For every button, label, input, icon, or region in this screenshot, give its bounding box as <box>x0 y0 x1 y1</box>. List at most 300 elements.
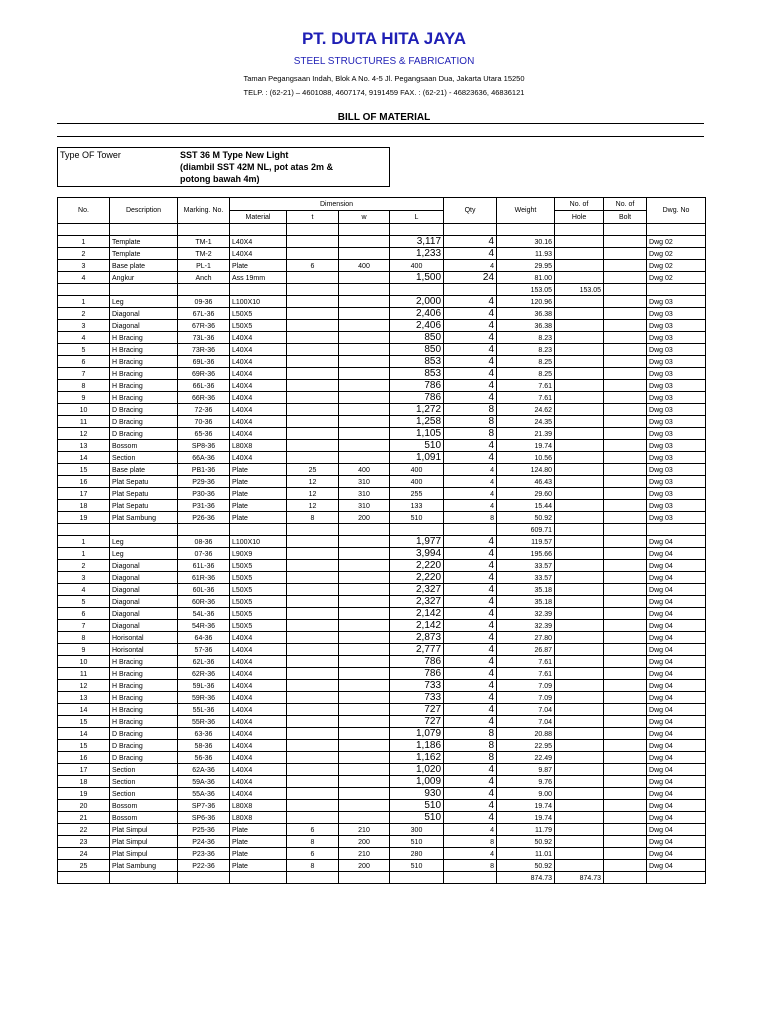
cell-w <box>339 680 390 692</box>
cell-no: 11 <box>58 668 110 680</box>
cell-bolt <box>604 776 647 788</box>
cell-length: 2,220 <box>390 560 444 572</box>
cell-weight: 24.35 <box>497 416 555 428</box>
cell-w <box>339 644 390 656</box>
cell-marking: 73L-36 <box>178 332 230 344</box>
cell-t <box>287 284 339 296</box>
cell-description: Diagonal <box>110 584 178 596</box>
cell-hole <box>555 344 604 356</box>
cell-description: D Bracing <box>110 416 178 428</box>
cell-bolt <box>604 668 647 680</box>
cell-description: Horisontal <box>110 632 178 644</box>
table-row <box>58 392 706 404</box>
table-row <box>58 668 706 680</box>
cell-material: L80X8 <box>230 440 287 452</box>
cell-t <box>287 524 339 536</box>
cell-qty: 4 <box>444 392 497 404</box>
cell-weight: 11.93 <box>497 248 555 260</box>
col-no: No. <box>58 198 110 224</box>
cell-dwg: Dwg 04 <box>647 692 706 704</box>
cell-dwg: Dwg 03 <box>647 500 706 512</box>
cell-qty: 8 <box>444 860 497 872</box>
cell-no: 13 <box>58 440 110 452</box>
cell-marking: 59A-36 <box>178 776 230 788</box>
cell-qty: 4 <box>444 488 497 500</box>
cell-hole <box>555 476 604 488</box>
cell-material: L40X4 <box>230 416 287 428</box>
cell-marking: P22-36 <box>178 860 230 872</box>
cell-dwg: Dwg 03 <box>647 368 706 380</box>
cell-description: D Bracing <box>110 428 178 440</box>
cell-t <box>287 416 339 428</box>
cell-marking: 66L-36 <box>178 380 230 392</box>
cell-dwg: Dwg 04 <box>647 668 706 680</box>
cell-description: Plat Sambung <box>110 860 178 872</box>
cell-qty: 4 <box>444 560 497 572</box>
cell-dwg: Dwg 03 <box>647 428 706 440</box>
cell-w <box>339 740 390 752</box>
cell-hole <box>555 536 604 548</box>
cell-qty: 4 <box>444 344 497 356</box>
cell-hole <box>555 668 604 680</box>
cell-weight: 22.49 <box>497 752 555 764</box>
cell-marking <box>178 284 230 296</box>
cell-marking: 54R-36 <box>178 620 230 632</box>
table-row <box>58 656 706 668</box>
cell-w <box>339 560 390 572</box>
cell-hole <box>555 596 604 608</box>
cell-weight: 24.62 <box>497 404 555 416</box>
cell-no: 14 <box>58 452 110 464</box>
cell-description: Horisontal <box>110 644 178 656</box>
title-underline <box>57 123 704 124</box>
cell-no: 21 <box>58 812 110 824</box>
table-row <box>58 428 706 440</box>
cell-bolt <box>604 332 647 344</box>
cell-description: Bossom <box>110 440 178 452</box>
cell-qty: 4 <box>444 824 497 836</box>
cell-bolt <box>604 536 647 548</box>
cell-bolt <box>604 788 647 800</box>
cell-description: Diagonal <box>110 560 178 572</box>
cell-weight: 20.88 <box>497 728 555 740</box>
cell-t: 6 <box>287 848 339 860</box>
cell-no: 1 <box>58 548 110 560</box>
col-hole-1: No. of <box>555 198 604 211</box>
cell-dwg: Dwg 03 <box>647 452 706 464</box>
cell-hole: 153.05 <box>555 284 604 296</box>
cell-length <box>390 224 444 236</box>
cell-no: 23 <box>58 836 110 848</box>
cell-length: 2,327 <box>390 596 444 608</box>
table-row <box>58 692 706 704</box>
cell-bolt <box>604 560 647 572</box>
cell-material: L40X4 <box>230 680 287 692</box>
cell-qty: 4 <box>444 680 497 692</box>
cell-no: 15 <box>58 716 110 728</box>
cell-material: L50X5 <box>230 608 287 620</box>
cell-w <box>339 656 390 668</box>
cell-qty: 4 <box>444 848 497 860</box>
cell-marking: 60R-36 <box>178 596 230 608</box>
cell-weight: 21.39 <box>497 428 555 440</box>
cell-qty: 4 <box>444 320 497 332</box>
cell-hole <box>555 368 604 380</box>
cell-weight: 19.74 <box>497 440 555 452</box>
cell-dwg: Dwg 04 <box>647 800 706 812</box>
cell-w <box>339 572 390 584</box>
cell-weight: 15.44 <box>497 500 555 512</box>
cell-no: 15 <box>58 464 110 476</box>
cell-material: Plate <box>230 464 287 476</box>
cell-weight: 10.56 <box>497 452 555 464</box>
cell-bolt <box>604 224 647 236</box>
cell-dwg: Dwg 02 <box>647 272 706 284</box>
cell-weight: 36.38 <box>497 308 555 320</box>
cell-material: L40X4 <box>230 236 287 248</box>
cell-hole <box>555 500 604 512</box>
cell-material: L40X4 <box>230 752 287 764</box>
table-row <box>58 536 706 548</box>
cell-bolt <box>604 404 647 416</box>
cell-marking: 09-36 <box>178 296 230 308</box>
cell-t <box>287 632 339 644</box>
cell-hole <box>555 848 604 860</box>
cell-bolt <box>604 740 647 752</box>
cell-description: H Bracing <box>110 680 178 692</box>
cell-length: 2,142 <box>390 608 444 620</box>
cell-marking: 67L-36 <box>178 308 230 320</box>
cell-hole <box>555 548 604 560</box>
cell-dwg: Dwg 04 <box>647 704 706 716</box>
table-row <box>58 548 706 560</box>
table-row <box>58 440 706 452</box>
cell-material: L40X4 <box>230 344 287 356</box>
cell-qty: 4 <box>444 584 497 596</box>
cell-marking: 69L-36 <box>178 356 230 368</box>
col-qty: Qty <box>444 198 497 224</box>
cell-marking: 60L-36 <box>178 584 230 596</box>
cell-length: 510 <box>390 800 444 812</box>
cell-marking: P25-36 <box>178 824 230 836</box>
cell-no: 4 <box>58 584 110 596</box>
cell-qty: 4 <box>444 776 497 788</box>
cell-w: 400 <box>339 464 390 476</box>
document-title: BILL OF MATERIAL <box>337 112 431 123</box>
cell-w <box>339 764 390 776</box>
cell-w <box>339 668 390 680</box>
cell-material: L50X5 <box>230 572 287 584</box>
cell-bolt <box>604 692 647 704</box>
cell-qty: 4 <box>444 548 497 560</box>
cell-bolt <box>604 680 647 692</box>
cell-weight: 81.00 <box>497 272 555 284</box>
cell-qty: 4 <box>444 632 497 644</box>
cell-marking: 69R-36 <box>178 368 230 380</box>
cell-length: 1,020 <box>390 764 444 776</box>
cell-marking: 57-36 <box>178 644 230 656</box>
cell-marking: 55L-36 <box>178 704 230 716</box>
cell-no: 2 <box>58 560 110 572</box>
cell-hole <box>555 428 604 440</box>
table-row <box>58 764 706 776</box>
cell-marking: 61L-36 <box>178 560 230 572</box>
cell-material: L40X4 <box>230 452 287 464</box>
cell-hole <box>555 248 604 260</box>
table-row <box>58 644 706 656</box>
cell-material <box>230 872 287 884</box>
cell-description: H Bracing <box>110 668 178 680</box>
cell-marking: 07-36 <box>178 548 230 560</box>
cell-description: Plat Simpul <box>110 848 178 860</box>
cell-w: 210 <box>339 824 390 836</box>
cell-description: D Bracing <box>110 728 178 740</box>
cell-weight <box>497 224 555 236</box>
company-phone: TELP. : (62-21) – 4601088, 4607174, 9191459 FAX. : (62-21) - 46823636, 46836121 <box>243 88 525 97</box>
cell-w <box>339 380 390 392</box>
cell-no: 12 <box>58 680 110 692</box>
cell-t: 6 <box>287 260 339 272</box>
cell-no: 4 <box>58 272 110 284</box>
cell-weight: 26.87 <box>497 644 555 656</box>
cell-no <box>58 284 110 296</box>
col-marking: Marking. No. <box>178 198 230 224</box>
cell-w <box>339 632 390 644</box>
cell-w: 200 <box>339 512 390 524</box>
cell-t <box>287 308 339 320</box>
cell-description: Section <box>110 788 178 800</box>
cell-t <box>287 344 339 356</box>
cell-t <box>287 392 339 404</box>
cell-w <box>339 692 390 704</box>
cell-bolt <box>604 620 647 632</box>
cell-material: L40X4 <box>230 716 287 728</box>
cell-length: 786 <box>390 668 444 680</box>
cell-bolt <box>604 260 647 272</box>
col-bolt-1: No. of <box>604 198 647 211</box>
cell-bolt <box>604 248 647 260</box>
table-row <box>58 248 706 260</box>
cell-description: Bossom <box>110 812 178 824</box>
cell-hole <box>555 716 604 728</box>
table-row <box>58 416 706 428</box>
table-row <box>58 716 706 728</box>
cell-hole <box>555 728 604 740</box>
cell-material: L40X4 <box>230 728 287 740</box>
cell-marking: P26-36 <box>178 512 230 524</box>
cell-length: 727 <box>390 716 444 728</box>
cell-description: Plat Sepatu <box>110 488 178 500</box>
cell-dwg: Dwg 04 <box>647 560 706 572</box>
cell-t <box>287 320 339 332</box>
table-row <box>58 596 706 608</box>
blank-row <box>58 224 706 236</box>
cell-description: D Bracing <box>110 752 178 764</box>
cell-hole <box>555 740 604 752</box>
cell-material: Plate <box>230 824 287 836</box>
table-row <box>58 728 706 740</box>
cell-w <box>339 332 390 344</box>
cell-hole <box>555 752 604 764</box>
cell-qty: 8 <box>444 728 497 740</box>
cell-t: 8 <box>287 512 339 524</box>
cell-w <box>339 728 390 740</box>
cell-w <box>339 584 390 596</box>
cell-material: L40X4 <box>230 248 287 260</box>
cell-dwg: Dwg 04 <box>647 836 706 848</box>
cell-description <box>110 524 178 536</box>
cell-bolt <box>604 644 647 656</box>
cell-dwg: Dwg 04 <box>647 860 706 872</box>
cell-bolt <box>604 440 647 452</box>
cell-material: L50X5 <box>230 560 287 572</box>
table-row <box>58 812 706 824</box>
cell-dwg: Dwg 04 <box>647 776 706 788</box>
cell-qty: 4 <box>444 596 497 608</box>
cell-marking: 67R-36 <box>178 320 230 332</box>
cell-bolt <box>604 368 647 380</box>
cell-no: 12 <box>58 428 110 440</box>
cell-marking: TM-2 <box>178 248 230 260</box>
cell-material: Plate <box>230 860 287 872</box>
table-row <box>58 500 706 512</box>
table-row <box>58 296 706 308</box>
cell-w <box>339 596 390 608</box>
cell-t <box>287 740 339 752</box>
table-row <box>58 272 706 284</box>
cell-description: Diagonal <box>110 620 178 632</box>
table-row <box>58 752 706 764</box>
cell-w <box>339 356 390 368</box>
table-row <box>58 404 706 416</box>
cell-hole <box>555 620 604 632</box>
cell-qty: 4 <box>444 788 497 800</box>
cell-marking: P23-36 <box>178 848 230 860</box>
cell-dwg: Dwg 04 <box>647 680 706 692</box>
cell-w <box>339 812 390 824</box>
cell-bolt <box>604 812 647 824</box>
cell-weight: 874.73 <box>497 872 555 884</box>
cell-dwg: Dwg 04 <box>647 656 706 668</box>
cell-bolt <box>604 272 647 284</box>
cell-bolt <box>604 548 647 560</box>
cell-length: 3,994 <box>390 548 444 560</box>
cell-marking: Anch <box>178 272 230 284</box>
cell-length: 930 <box>390 788 444 800</box>
cell-length: 1,272 <box>390 404 444 416</box>
cell-dwg: Dwg 03 <box>647 320 706 332</box>
table-row <box>58 236 706 248</box>
cell-qty: 8 <box>444 428 497 440</box>
cell-marking: 61R-36 <box>178 572 230 584</box>
cell-t <box>287 224 339 236</box>
cell-t <box>287 620 339 632</box>
cell-dwg: Dwg 03 <box>647 512 706 524</box>
cell-w: 310 <box>339 500 390 512</box>
cell-marking: 70-36 <box>178 416 230 428</box>
cell-qty: 4 <box>444 464 497 476</box>
cell-hole <box>555 416 604 428</box>
cell-length: 786 <box>390 392 444 404</box>
cell-t <box>287 596 339 608</box>
cell-bolt <box>604 320 647 332</box>
cell-material: L80X8 <box>230 812 287 824</box>
cell-bolt <box>604 344 647 356</box>
cell-no: 24 <box>58 848 110 860</box>
cell-hole <box>555 644 604 656</box>
cell-no: 15 <box>58 740 110 752</box>
cell-weight: 35.18 <box>497 584 555 596</box>
cell-dwg: Dwg 04 <box>647 596 706 608</box>
cell-length: 133 <box>390 500 444 512</box>
cell-dwg: Dwg 03 <box>647 488 706 500</box>
cell-material: L100X10 <box>230 296 287 308</box>
cell-material: Plate <box>230 500 287 512</box>
cell-material: Plate <box>230 488 287 500</box>
cell-dwg: Dwg 04 <box>647 536 706 548</box>
cell-no: 18 <box>58 500 110 512</box>
cell-weight: 153.05 <box>497 284 555 296</box>
cell-t <box>287 248 339 260</box>
cell-qty: 4 <box>444 236 497 248</box>
cell-bolt <box>604 500 647 512</box>
cell-weight: 7.61 <box>497 668 555 680</box>
cell-length: 400 <box>390 260 444 272</box>
table-row <box>58 476 706 488</box>
table-row <box>58 704 706 716</box>
cell-hole <box>555 356 604 368</box>
cell-qty: 8 <box>444 404 497 416</box>
cell-w <box>339 296 390 308</box>
cell-qty <box>444 284 497 296</box>
cell-t <box>287 452 339 464</box>
cell-dwg: Dwg 02 <box>647 236 706 248</box>
cell-material: L40X4 <box>230 776 287 788</box>
cell-qty: 4 <box>444 380 497 392</box>
cell-hole <box>555 440 604 452</box>
cell-w <box>339 308 390 320</box>
cell-weight: 19.74 <box>497 800 555 812</box>
cell-qty: 4 <box>444 620 497 632</box>
cell-bolt <box>604 860 647 872</box>
col-dimension: Dimension <box>230 198 444 211</box>
cell-hole <box>555 704 604 716</box>
cell-bolt <box>604 584 647 596</box>
cell-bolt <box>604 656 647 668</box>
cell-dwg: Dwg 03 <box>647 404 706 416</box>
tower-type-label: Type OF Tower <box>60 150 121 160</box>
cell-no: 25 <box>58 860 110 872</box>
cell-qty: 4 <box>444 668 497 680</box>
cell-weight: 50.92 <box>497 512 555 524</box>
cell-t <box>287 656 339 668</box>
cell-hole <box>555 692 604 704</box>
cell-weight: 7.61 <box>497 380 555 392</box>
cell-bolt <box>604 524 647 536</box>
table-row <box>58 776 706 788</box>
cell-dwg <box>647 524 706 536</box>
cell-t <box>287 764 339 776</box>
cell-qty: 4 <box>444 536 497 548</box>
cell-w <box>339 248 390 260</box>
cell-bolt <box>604 476 647 488</box>
cell-t <box>287 548 339 560</box>
cell-marking: 65-36 <box>178 428 230 440</box>
cell-dwg: Dwg 04 <box>647 644 706 656</box>
col-dwg: Dwg. No <box>647 198 706 224</box>
cell-t <box>287 608 339 620</box>
cell-material: Ass 19mm <box>230 272 287 284</box>
